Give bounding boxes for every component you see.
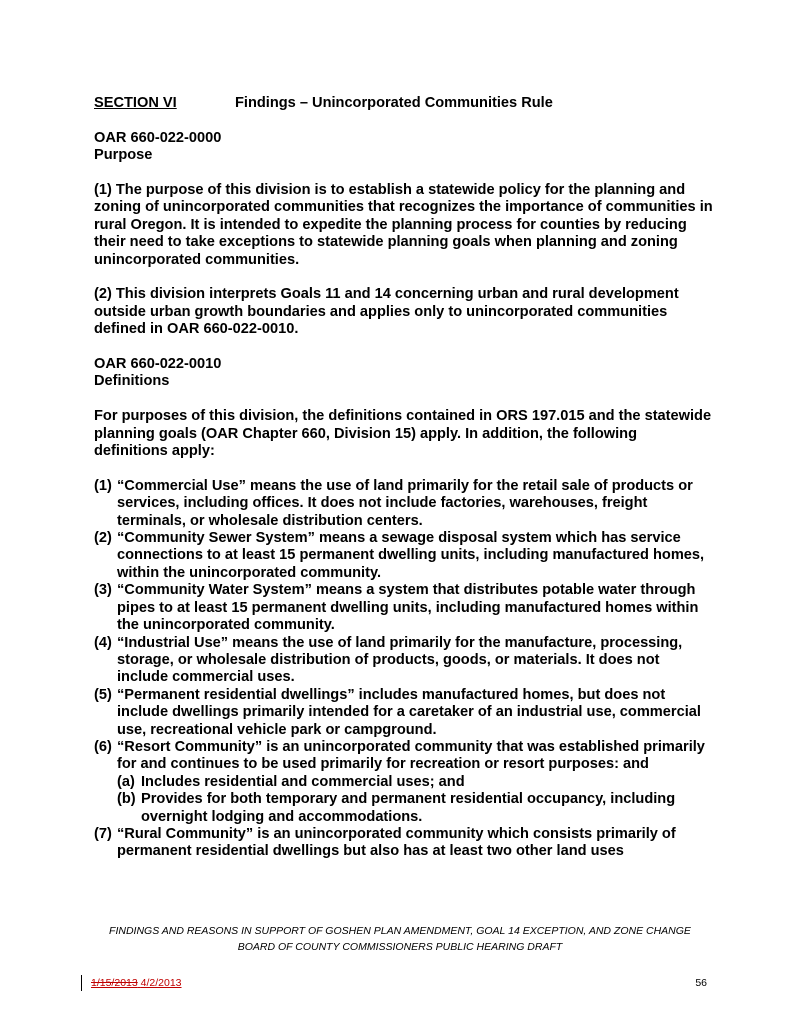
list-item <box>94 687 714 739</box>
list-item <box>94 826 714 861</box>
list-item <box>94 635 714 687</box>
list-item-text: “Permanent residential dwellings” includes manufactured homes, but does not include dwellings primarily intended for a caretaker of an industrial use, commercial use, recreational vehicle park or campground. <box>117 686 701 738</box>
paragraph: (1) The purpose of this division is to establish a statewide policy for the planning and zoning of unincorporated communities that recognizes the importance of communities in rural Oregon. It is intended to expedite the planning process for counties by reducing their need to take exceptions to statewide planning goals when planning and zoning unincorporated communities. <box>94 182 713 268</box>
footer-line-2: BOARD OF COUNTY COMMISSIONERS PUBLIC HEARING DRAFT <box>237 940 563 953</box>
old-date-deleted: 1/15/2013 <box>91 977 138 989</box>
revision-dates <box>91 975 182 991</box>
page-number: 56 <box>695 977 707 989</box>
list-item-number: (2) <box>94 530 112 547</box>
definitions-list <box>94 478 714 861</box>
change-bar-marker <box>81 975 82 991</box>
list-item <box>94 739 714 774</box>
list-item-number: (4) <box>94 634 112 651</box>
rule-number: OAR 660-022-0000 <box>94 129 222 146</box>
page-footer <box>0 924 800 955</box>
rule-number: OAR 660-022-0010 <box>94 356 222 373</box>
new-date-inserted: 4/2/2013 <box>140 977 182 989</box>
sub-item-text: Provides for both temporary and permanent residential occupancy, including overnight lodging and accommodations. <box>141 791 676 825</box>
sub-item-text: Includes residential and commercial uses; and <box>141 773 465 790</box>
rule-heading: Definitions <box>94 373 170 390</box>
list-item-text: “Industrial Use” means the use of land primarily for the manufacture, processing, storage, or wholesale distribution of products, goods, or materials. It does not include commercial uses. <box>117 634 683 686</box>
paragraph: (2) This division interprets Goals 11 and 14 concerning urban and rural development outside urban growth boundaries and applies only to unincorporated communities defined in OAR 660-022-0010. <box>94 286 679 338</box>
list-item-number: (6) <box>94 738 112 755</box>
page-body <box>94 95 714 861</box>
sub-list-item <box>117 791 714 826</box>
list-item-number: (3) <box>94 582 112 599</box>
sub-item-letter: (a) <box>117 773 135 790</box>
revision-bar <box>81 975 707 991</box>
list-item <box>94 530 714 582</box>
list-item-text: “Resort Community” is an unincorporated community that was established primarily for and continues to be used primarily for recreation or resort purposes: and <box>117 738 705 773</box>
list-item-text: “Rural Community” is an unincorporated community which consists primarily of permanent residential dwellings but also has at least two other land uses <box>117 825 676 860</box>
section-label: SECTION VI <box>94 95 177 111</box>
footer-line-1: FINDINGS AND REASONS IN SUPPORT OF GOSHEN PLAN AMENDMENT, GOAL 14 EXCEPTION, AND ZONE CHANGE <box>109 925 691 937</box>
section-title: Findings – Unincorporated Communities Rule <box>235 95 553 111</box>
list-item <box>94 582 714 634</box>
sub-list-item <box>117 774 714 791</box>
sub-item-letter: (b) <box>117 791 136 808</box>
list-item-number: (1) <box>94 477 112 494</box>
list-item-number: (7) <box>94 825 112 842</box>
list-item-number: (5) <box>94 686 112 703</box>
list-item <box>94 478 714 530</box>
list-item-text: “Community Water System” means a system that distributes potable water through pipes to at least 15 permanent dwelling units, including manufactured homes within the unincorporated community. <box>117 582 699 634</box>
section-heading <box>94 95 714 112</box>
definitions-intro: For purposes of this division, the definitions contained in ORS 197.015 and the statewide planning goals (OAR Chapter 660, Division 15) apply. In addition, the following definitions apply: <box>94 408 712 460</box>
list-item-text: “Community Sewer System” means a sewage disposal system which has service connections to at least 15 permanent dwelling units, including manufactured homes, within the unincorporated community. <box>117 530 705 581</box>
rule-heading: Purpose <box>94 147 153 164</box>
list-item-text: “Commercial Use” means the use of land primarily for the retail sale of products or services, including offices. It does not include factories, warehouses, freight terminals, or wholesale distribution centers. <box>117 477 693 529</box>
